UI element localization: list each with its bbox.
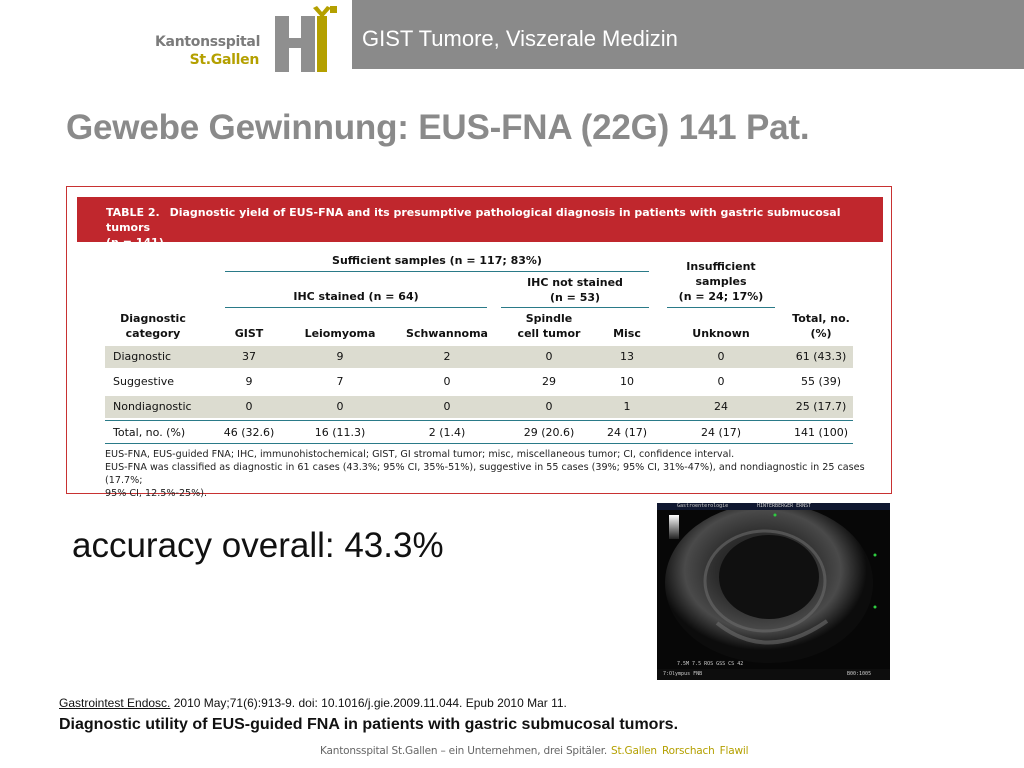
footnote-abbreviations: EUS-FNA, EUS-guided FNA; IHC, immunohistochemical; GIST, GI stromal tumor; misc, miscellaneous tumor; CI, confidence interval. [105,449,735,460]
insufficient-rule [667,307,775,308]
cell-gist: 37 [242,350,256,363]
cell-unknown: 24 (17) [700,426,742,439]
footer-sites: St.Gallen Rorschach Flawil [611,745,749,757]
cell-leiomyoma: 9 [336,350,344,363]
citation-details: 2010 May;71(6):913-9. doi: 10.1016/j.gie.2009.11.044. Epub 2010 Mar 11. [170,696,567,710]
cell-unknown: 24 [714,400,728,413]
group-insufficient-line1: Insufficient [686,260,756,273]
table-bottom-rule [105,443,853,444]
eus-ultrasound-image [657,503,890,680]
footnote-classification: EUS-FNA was classified as diagnostic in 61 cases (43.3%; 95% CI, 35%-51%), suggestive in 55 cases (39%; 95% CI, 31%-47%), and nondiagnostic in 25 cases (17.7%; [105,462,865,486]
col-category-header [105,311,201,341]
cell-misc: 13 [620,350,634,363]
cell-misc: 10 [620,375,634,388]
ihc-not-stained-rule [501,307,649,308]
col-total-line1: Total, no. [792,312,850,325]
hospital-logo-icon [275,2,345,78]
eus-label-patient: HINTERBERGER ERNST [757,503,812,509]
hospital-logo-text [155,33,259,69]
col-spindle-line2: cell tumor [517,327,581,340]
col-category-line1: Diagnostic [120,312,186,325]
cell-category: Diagnostic [113,350,172,363]
cell-total: 61 (43.3) [795,350,847,363]
citation-journal-link[interactable]: Gastrointest Endosc. [59,696,171,710]
cell-schwannoma: 0 [443,400,451,413]
cell-gist: 46 (32.6) [223,426,275,439]
table-row-total [105,422,853,444]
cell-gist: 9 [245,375,253,388]
table-row [105,371,853,393]
col-category-line2: category [125,327,181,340]
eus-label-counter: B00:1005 [847,671,872,677]
group-ihc-stained: IHC stained (n = 64) [293,290,419,303]
logo-line-1: Kantonsspital [155,34,261,50]
citation-title: Diagnostic utility of EUS-guided FNA in patients with gastric submucosal tumors. [59,716,679,733]
accuracy-statement: accuracy overall: 43.3% [72,526,444,565]
cell-leiomyoma: 0 [336,400,344,413]
eus-label-params: 7.5M 7.5 ROS GSS CS 42 [677,661,744,667]
table-caption [77,197,883,249]
table-caption-n: (n = 141) [106,236,164,249]
cell-schwannoma: 0 [443,375,451,388]
header-title: GIST Tumore, Viszerale Medizin [362,26,678,51]
table-row [105,346,853,368]
col-total-line2: (%) [810,327,832,340]
group-ihc-not-stained-line2: (n = 53) [549,291,601,304]
table-row [105,396,853,418]
ihc-stained-rule [225,307,487,308]
cell-leiomyoma: 7 [336,375,344,388]
cell-category: Total, no. (%) [113,426,186,439]
cell-category: Nondiagnostic [113,400,192,413]
col-leiomyoma-header: Leiomyoma [304,327,376,340]
cell-unknown: 0 [717,350,725,363]
col-unknown-header: Unknown [692,327,750,340]
cell-misc: 1 [623,400,631,413]
eus-label-probe: 7:Olympus FNB [663,671,703,677]
table-caption-text: Diagnostic yield of EUS-FNA and its presumptive pathological diagnosis in patients with gastric submucosal tumors [106,206,841,234]
footnote-classification-cont: 95% CI, 12.5%-25%). [105,488,208,499]
group-sufficient: Sufficient samples (n = 117; 83%) [332,254,542,267]
cell-spindle: 29 (20.6) [523,426,575,439]
cell-schwannoma: 2 (1.4) [428,426,466,439]
col-gist-header: GIST [234,327,264,340]
header-band [352,0,1024,69]
group-ihc-not-stained-line1: IHC not stained [527,276,623,289]
table-footnotes [105,448,875,500]
eus-label-department: Gastroenterologie [677,503,729,509]
cell-total: 55 (39) [800,375,842,388]
cell-misc: 24 (17) [606,426,648,439]
cell-gist: 0 [245,400,253,413]
group-insufficient [667,259,775,304]
col-total-header [779,311,863,341]
slide-footer [320,745,748,757]
cell-schwannoma: 2 [443,350,451,363]
table-caption-label: TABLE 2. [106,206,160,219]
citation-line [59,696,567,710]
eus-ultrasound-graphic [657,503,890,680]
footer-text: Kantonsspital St.Gallen – ein Unternehmen, drei Spitäler. [320,745,608,757]
table-figure [66,186,892,499]
logo-line-2: St.Gallen [189,52,259,68]
group-ihc-not-stained [501,275,649,305]
group-insufficient-line2: samples [695,275,747,288]
cell-spindle: 0 [545,400,553,413]
col-schwannoma-header: Schwannoma [406,327,488,340]
cell-spindle: 29 [542,375,556,388]
slide-title: Gewebe Gewinnung: EUS-FNA (22G) 141 Pat. [66,108,810,147]
group-insufficient-line3: (n = 24; 17%) [678,290,764,303]
cell-leiomyoma: 16 (11.3) [314,426,366,439]
cell-total: 25 (17.7) [795,400,847,413]
cell-spindle: 0 [545,350,553,363]
cell-category: Suggestive [113,375,175,388]
group-sufficient-rule [225,271,649,272]
total-row-rule [105,420,853,421]
cell-total: 141 (100) [793,426,849,439]
cell-unknown: 0 [717,375,725,388]
col-spindle-header [509,311,589,341]
col-spindle-line1: Spindle [525,312,573,325]
col-misc-header: Misc [613,327,641,340]
